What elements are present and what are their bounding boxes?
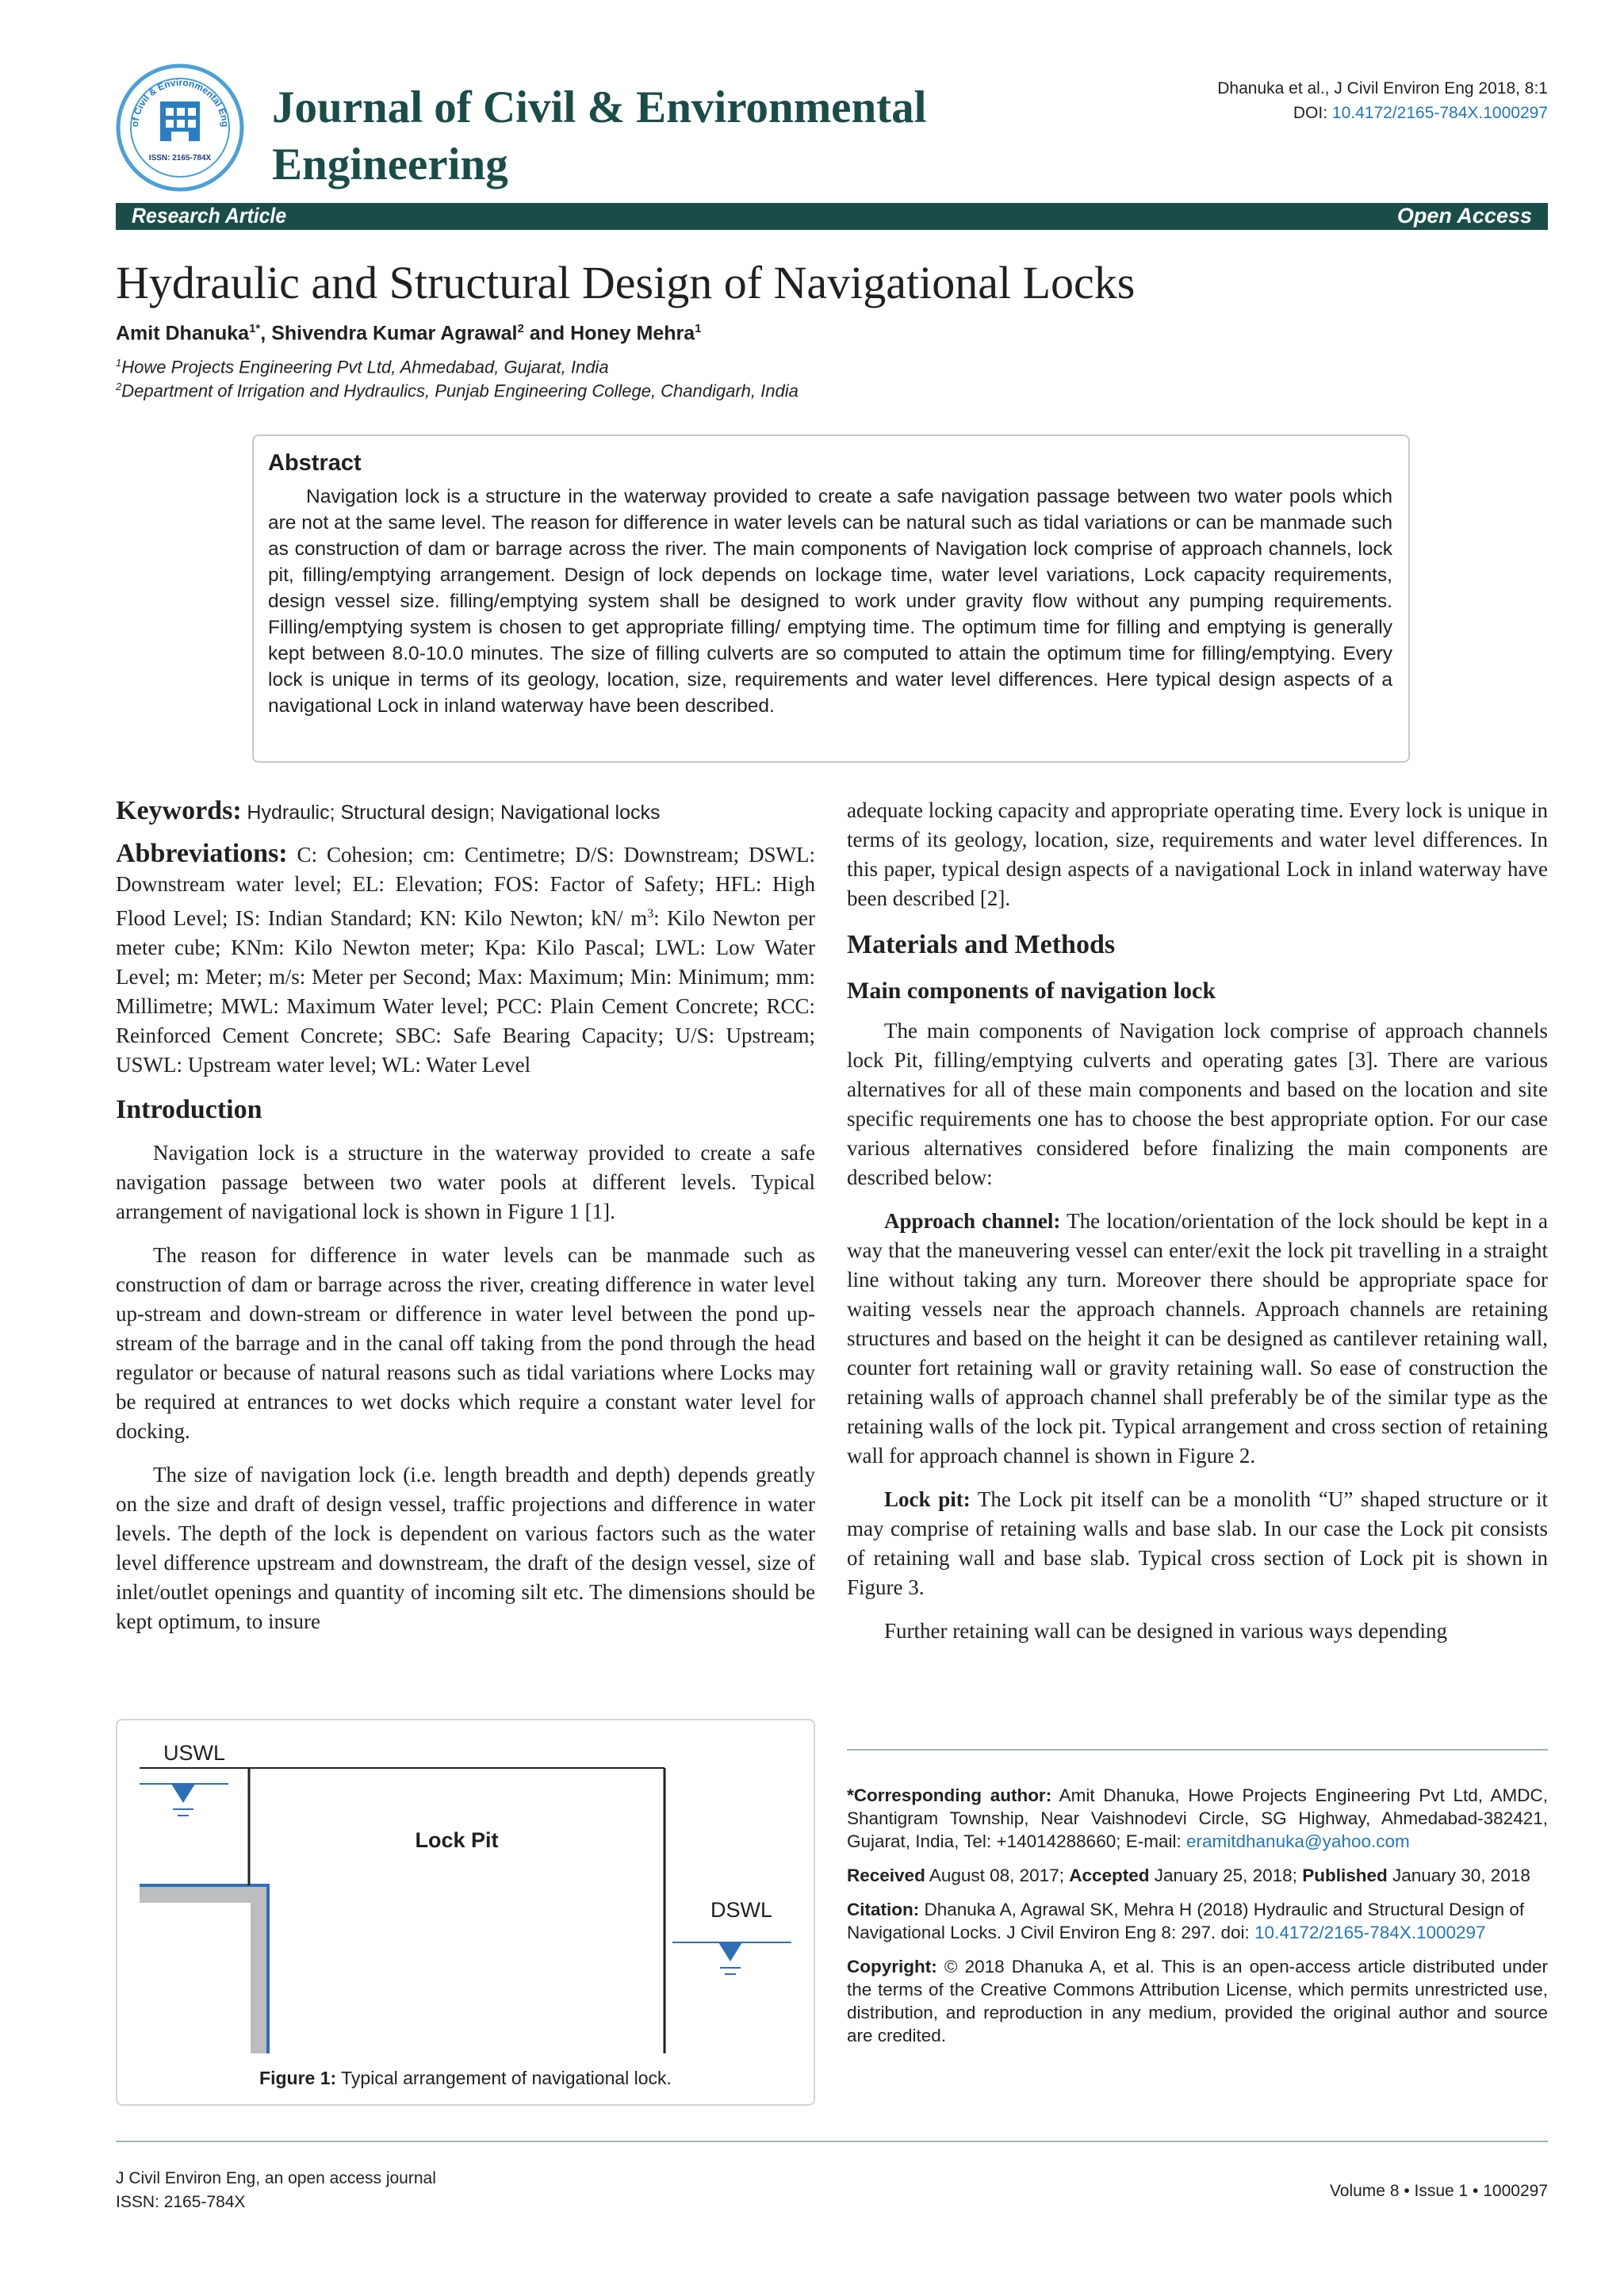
- article-title: Hydraulic and Structural Design of Navigational Locks: [116, 257, 1136, 308]
- approach-channel-label: Approach channel:: [884, 1209, 1061, 1233]
- keywords-text: Hydraulic; Structural design; Navigational locks: [247, 802, 661, 824]
- figure-1-caption: Figure 1: Typical arrangement of navigational lock.: [259, 2068, 672, 2088]
- intro-paragraph-1: Navigation lock is a structure in the waterway provided to create a safe navigation passage between two water pools at different levels. Typical arrangement of navigational lock is shown in Figure 1 [1].: [116, 1141, 815, 1223]
- affiliation-1: $^1$Howe Projects Engineering Pvt Ltd, Ahmedabad, Gujarat, India: [116, 357, 609, 377]
- logo-issn: ISSN: 2165-784X: [148, 154, 212, 163]
- keywords-label: Keywords:: [116, 796, 242, 825]
- intro-paragraph-3: The size of navigation lock (i.e. length breadth and depth) depends greatly on the size and draft of design vessel, traffic projections and difference in water levels. The depth of the lock is dependent on various factors such as the water level difference upstream and downstream, the draft of the design vessel, size of inlet/outlet openings and quantity of incoming silt etc. The dimensions should be kept optimum, to insure: [116, 1463, 815, 1633]
- abbreviations-label: Abbreviations:: [116, 839, 288, 868]
- journal-title: [272, 79, 927, 193]
- citation: Citation: Dhanuka A, Agrawal SK, Mehra H (2018) Hydraulic and Structural Design of Navigational Locks. J Civil Environ Eng 8: 297. doi: 10.4172/2165-784X.1000297: [847, 1900, 1525, 1942]
- doi-link[interactable]: 10.4172/2165-784X.1000297: [1331, 104, 1548, 122]
- right-column: [847, 796, 1548, 1646]
- main-components-heading: Main components of navigation lock: [847, 978, 1216, 1004]
- introduction-heading: Introduction: [116, 1095, 262, 1124]
- doi-label: DOI:: [1293, 104, 1332, 122]
- abbreviations: Abbreviations: C: Cohesion; cm: Centimetre; D/S: Downstream; DSWL: Downstream water level; EL: Elevation; FOS: Factor of Safety; HFL: High Flood Level; IS: Indian Standard; KN: Kilo Newton; kN/ $m^3$: Kilo Newton per meter cube; KNm: Kilo Newton meter; Kpa: Kilo Pascal; LWL: Low Water Level; m: Meter; m/s: Meter per Second; Max: Maximum; Min: Minimum; mm: Millimetre; MWL: Maximum Water level; PCC: Plain Cement Concrete; RCC: Reinforced Cement Concrete; SBC: Safe Bearing Capacity; U/S: Upstream; USWL: Upstream water level; WL: Water Level: [116, 839, 816, 1077]
- article-type-bar: [116, 203, 1548, 230]
- figure-caption-label: Figure 1:: [259, 2068, 337, 2088]
- open-access: Open Access: [1396, 204, 1532, 228]
- author-name: Shivendra Kumar Agrawal: [271, 322, 518, 345]
- materials-methods-heading: Materials and Methods: [847, 930, 1116, 959]
- uswl-label: USWL: [163, 1741, 226, 1765]
- footnotes: [847, 1784, 1548, 2047]
- dates: Received August 08, 2017; Accepted January 25, 2018; Published January 30, 2018: [847, 1866, 1530, 1885]
- logo-ring-text: of Civil & Environmental Eng: [128, 76, 232, 128]
- footer-volume: Volume 8 • Issue 1 • 1000297: [1329, 2182, 1548, 2200]
- footer-separator: [116, 2141, 1548, 2142]
- footnote-separator: [847, 1749, 1548, 1751]
- left-column: [116, 796, 815, 1636]
- intro-paragraph-2: The reason for difference in water levels can be manmade such as construction of dam or barrage across the river, creating difference in water level up-stream and down-stream or difference in water level between the pond up-stream of the barrage and in the canal off taking from the pond through the head regulator or because of natural reasons such as tidal variations where Locks may be required at entrances to wet docks which require a constant water level for docking.: [116, 1243, 815, 1443]
- author-list: Amit Dhanuka$^{1*}$, Shivendra Kumar Agrawal$^2$ and Honey Mehra$^1$: [116, 322, 702, 345]
- dswl-marker-icon: [718, 1942, 742, 1961]
- email-link[interactable]: eramitdhanuka@yahoo.com: [1186, 1831, 1410, 1851]
- figure-1-diagram: [117, 1720, 814, 2053]
- affiliation-2: $^2$Department of Irrigation and Hydraulics, Punjab Engineering College, Chandigarh, India: [116, 381, 799, 401]
- uswl-marker-icon: [171, 1784, 195, 1803]
- abstract-heading: Abstract: [268, 450, 362, 476]
- approach-channel-paragraph: Approach channel: The location/orientation of the lock should be kept in a way that the maneuvering vessel can enter/exit the lock pit travelling in a straight line without taking any turn. Moreover there should be appropriate space for waiting vessels near the approach channels. Approach channels are retaining structures and based on the height it can be designed as cantilever retaining wall, counter fort retaining wall or gravity retaining wall. So ease of construction the retaining walls of approach channel shall preferably be of the similar type as the retaining walls of the lock pit. Typical arrangement and cross section of retaining wall for approach channel is shown in Figure 2.: [847, 1209, 1548, 1468]
- dswl-label: DSWL: [710, 1898, 773, 1922]
- further-paragraph: Further retaining wall can be designed in various ways depending: [884, 1619, 1448, 1643]
- main-components-paragraph: The main components of Navigation lock comprise of approach channels lock Pit, filling/emptying culverts and operating gates [3]. There are various alternatives for all of these main components and based on the location and site specific requirements one has to choose the best appropriate option. For our case various alternatives considered before finalizing the main components are described below:: [847, 1019, 1548, 1189]
- copyright: Copyright: © 2018 Dhanuka A, et al. This is an open-access article distributed under the terms of the Creative Commons Attribution License, which permits unrestricted use, distribution, and reproduction in any medium, provided the original author and source are credited.: [847, 1957, 1548, 2045]
- author-name: Amit Dhanuka: [116, 322, 250, 345]
- figure-1: [116, 1719, 815, 2106]
- corresponding-author: *Corresponding author: Amit Dhanuka, Howe Projects Engineering Pvt Ltd, AMDC, Shantigram Township, Near Vaishnodevi Circle, SG Highway, Ahmedabad-382421, Gujarat, India, Tel: +14014288660; E-mail: eramitdhanuka@yahoo.com: [847, 1785, 1548, 1851]
- article-type: Research Article: [132, 204, 287, 228]
- continued-paragraph: adequate locking capacity and appropriate operating time. Every lock is unique in terms of its geology, location, size, requirements and water level differences. In this paper, typical design aspects of a navigational Lock in inland waterway have been described [2].: [847, 798, 1548, 910]
- lock-pit-label: Lock Pit: [415, 1828, 499, 1852]
- citation-short: Dhanuka et al., J Civil Environ Eng 2018, 8:1: [1217, 79, 1548, 98]
- journal-title-line1: Journal of Civil & Environmental: [272, 82, 927, 132]
- lock-pit-paragraph: Lock pit: The Lock pit itself can be a monolith “U” shaped structure or it may comprise of retaining walls and base slab. In our case the Lock pit consists of retaining wall and base slab. Typical cross section of Lock pit is shown in Figure 3.: [847, 1487, 1549, 1599]
- journal-logo: [116, 63, 244, 192]
- citation-doi-link[interactable]: 10.4172/2165-784X.1000297: [1254, 1923, 1486, 1942]
- footer-issn: ISSN: 2165-784X: [116, 2193, 246, 2211]
- keywords: [116, 796, 815, 828]
- abstract-text: Navigation lock is a structure in the waterway provided to create a safe navigation passage between two water pools which are not at the same level. The reason for difference in water levels can be natural such as tidal variations or can be manmade such as construction of dam or barrage across the river. The main components of Navigation lock comprise of approach channels, lock pit, filling/emptying arrangement. Design of lock depends on lockage time, water level variations, Lock capacity requirements, design vessel size. filling/emptying system shall be designed to work under gravity flow without any pumping requirements. Filling/emptying system is chosen to get appropriate filling/ emptying time. The optimum time for filling and emptying is generally kept between 8.0-10.0 minutes. The size of filling culverts are so computed to attain the optimum time for filling/emptying. Every lock is unique in terms of its geology, location, size, requirements and water level differences. Here typical design aspects of a navigational Lock in inland waterway have been described.: [268, 486, 1392, 717]
- doi-line: [1293, 104, 1548, 123]
- journal-title-line2: Engineering: [272, 140, 508, 189]
- footer-journal: J Civil Environ Eng, an open access journal: [116, 2169, 436, 2187]
- abstract-box: [252, 434, 1410, 763]
- lock-pit-label: Lock pit:: [884, 1487, 971, 1511]
- author-name: Honey Mehra: [570, 322, 695, 345]
